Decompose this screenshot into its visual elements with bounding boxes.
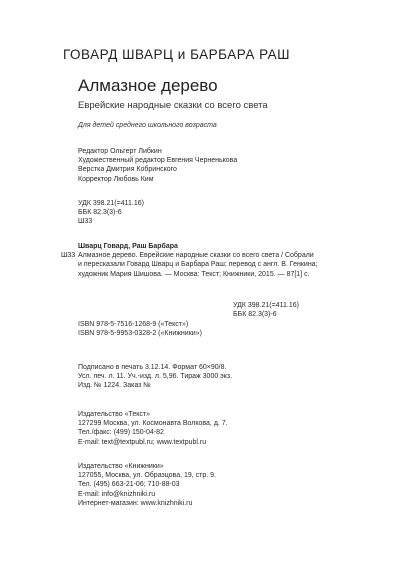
- publisher-phone: Тел. (495) 663-21-06; 710-88-03: [78, 481, 180, 489]
- publisher-contacts: E-mail: text@textpubl.ru; www.textpubl.ru: [78, 438, 207, 446]
- bib-line: Алмазное дерево. Еврейские народные сказки со всего света / Собрали: [78, 252, 314, 260]
- bib-udc: УДК 398.21(=411.16): [233, 302, 299, 309]
- publisher-email: E-mail: info@knizhniki.ru: [78, 490, 156, 498]
- book-subtitle: Еврейские народные сказки со всего света: [78, 100, 268, 111]
- isbn-knizhniki: ISBN 978-5-9953-0328-2 («Книжники»): [78, 330, 202, 338]
- bib-line: и пересказали Говард Шварц и Барбара Раш; перевод с англ. В. Генкина;: [78, 261, 318, 269]
- credits-block: [78, 147, 237, 184]
- printing-line: Изд. № 1224. Заказ №: [78, 382, 151, 390]
- isbn-text: ISBN 978-5-7516-1268-9 («Текст»): [78, 321, 189, 328]
- book-title: Алмазное дерево: [78, 76, 218, 95]
- udc-code: УДК 398.21(=411.16): [78, 200, 144, 207]
- publisher-address: 127055, Москва, ул. Образцова, 19, стр. 9.: [78, 472, 216, 480]
- bib-line: художник Мария Шишова. — Москва: Текст; Книжники, 2015. — 87[1] с.: [78, 270, 310, 278]
- publisher-name: Издательство «Книжники»: [78, 463, 164, 470]
- publisher-address: 127299 Москва, ул. Космонавта Волкова, д. 7.: [78, 420, 228, 428]
- credit-art-editor: Художественный редактор Евгения Черненькова: [78, 157, 238, 165]
- publisher-knizhniki-block: [78, 462, 216, 508]
- printing-line: Подписано в печать 3.12.14. Формат 60×90/8.: [78, 364, 227, 371]
- classification-block: [78, 199, 144, 227]
- credit-editor: Редактор Ольгерт Либкин: [78, 148, 162, 155]
- bib-margin-code: Ш33: [61, 252, 76, 259]
- credit-proofreader: Корректор Любовь Ким: [78, 175, 154, 183]
- bbk-code: ББК 82.3(3)-6: [78, 209, 122, 217]
- bib-bbk: ББК 82.3(3)-6: [233, 311, 277, 319]
- audience-note: Для детей среднего школьного возраста: [78, 122, 217, 129]
- isbn-block: [78, 320, 202, 338]
- publisher-shop: Интернет-магазин: www.knizhniki.ru: [78, 499, 193, 507]
- publisher-text-block: [78, 410, 228, 447]
- author-mark: Ш33: [78, 218, 93, 226]
- printing-block: [78, 363, 232, 391]
- book-authors: ГОВАРД ШВАРЦ и БАРБАРА РАШ: [63, 47, 291, 62]
- bib-heading: Шварц Говард, Раш Барбара: [78, 243, 178, 250]
- credit-layout: Верстка Дмитрия Кобринского: [78, 166, 177, 174]
- publisher-phone: Тел./факс: (499) 150-04-82: [78, 429, 164, 437]
- printing-line: Усл. печ. л. 11. Уч.-изд. л. 5,96. Тираж 3000 экз.: [78, 373, 233, 381]
- bib-index-block: [233, 301, 299, 319]
- publisher-name: Издательство «Текст»: [78, 411, 151, 418]
- bibliographic-record: [78, 242, 343, 279]
